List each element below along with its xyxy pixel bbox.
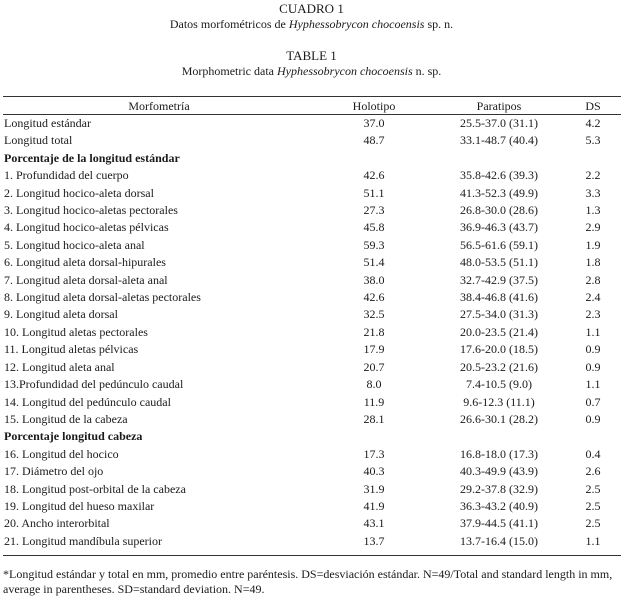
column-header-paratypes: Paratipos (476, 99, 522, 113)
ds-value: 1.1 (585, 533, 601, 548)
ds-value: 1.1 (585, 324, 601, 339)
paratypes-range: 20.0-23.5 (21.4) (460, 324, 538, 339)
holotype-value: 38.0 (363, 272, 385, 287)
holotype-value: 21.8 (363, 324, 385, 339)
spanish-title-prefix: Datos morfométricos de (169, 17, 289, 31)
holotype-value: 31.9 (363, 481, 385, 496)
measurement-label: 18. Longitud post-orbital de la cabeza (4, 481, 186, 496)
table-row (3, 237, 622, 254)
cuadro-label: CUADRO 1 (279, 1, 344, 16)
measurement-label: Longitud total (4, 133, 73, 148)
ds-value: 2.5 (585, 481, 601, 496)
paratypes-range: 13.7-16.4 (15.0) (460, 533, 538, 548)
table-row (3, 463, 622, 480)
paratypes-range: 27.5-34.0 (31.3) (460, 307, 538, 322)
holotype-value: 17.3 (363, 446, 385, 461)
section-heading: Porcentaje de la longitud estándar (4, 150, 180, 165)
measurement-label: 20. Ancho interorbital (4, 516, 110, 531)
measurement-label: 15. Longitud de la cabeza (4, 411, 128, 426)
table-row (3, 272, 622, 289)
ds-value: 0.4 (585, 446, 601, 461)
holotype-value: 45.8 (363, 220, 385, 235)
english-title-prefix: Morphometric data (181, 64, 277, 78)
ds-value: 1.8 (585, 255, 601, 270)
holotype-value: 41.9 (363, 498, 385, 513)
ds-value: 2.6 (585, 464, 601, 479)
paratypes-range: 26.6-30.1 (28.2) (460, 411, 538, 426)
measurement-label: Longitud estándar (4, 116, 91, 130)
ds-value: 2.9 (585, 220, 601, 235)
holotype-value: 32.5 (363, 307, 385, 322)
ds-value: 2.2 (585, 168, 601, 183)
table-row (3, 324, 622, 341)
table-row (3, 533, 622, 550)
holotype-value: 27.3 (363, 203, 385, 218)
column-header-ds: DS (585, 99, 601, 113)
measurement-label: 12. Longitud aleta anal (4, 359, 115, 374)
ds-value: 2.5 (585, 498, 601, 513)
paratypes-range: 36.3-43.2 (40.9) (460, 498, 538, 513)
ds-value: 0.9 (585, 359, 601, 374)
section-heading: Porcentaje longitud cabeza (4, 429, 143, 444)
table-label: TABLE 1 (286, 48, 337, 63)
measurement-label: 1. Profundidad del cuerpo (4, 168, 129, 183)
measurement-label: 10. Longitud aletas pectorales (4, 324, 148, 339)
ds-value: 1.3 (585, 203, 601, 218)
paratypes-range: 20.5-23.2 (21.6) (460, 359, 538, 374)
table-row (3, 481, 622, 498)
column-header-morphometry: Morfometría (128, 99, 190, 113)
ds-value: 1.1 (585, 377, 601, 392)
measurement-label: 8. Longitud aleta dorsal-aletas pectorales (4, 290, 201, 305)
ds-value: 3.3 (585, 185, 601, 200)
holotype-value: 59.3 (363, 237, 385, 252)
paratypes-range: 38.4-46.8 (41.6) (460, 290, 538, 305)
measurement-label: 14. Longitud del pedúnculo caudal (4, 394, 171, 409)
table-row (3, 341, 622, 358)
table-row (3, 115, 622, 132)
paratypes-range: 26.8-30.0 (28.6) (460, 203, 538, 218)
paratypes-range: 29.2-37.8 (32.9) (460, 481, 538, 496)
table-row (3, 185, 622, 202)
table-bottom-rule (3, 555, 621, 556)
table-row (3, 289, 622, 306)
measurement-label: 6. Longitud aleta dorsal-hipurales (4, 255, 166, 270)
table-row (3, 359, 622, 376)
holotype-value: 37.0 (363, 116, 385, 130)
ds-value: 5.3 (585, 133, 601, 148)
paratypes-range: 35.8-42.6 (39.3) (460, 168, 538, 183)
ds-value: 0.7 (585, 394, 601, 409)
table-row (3, 376, 622, 393)
table-row (3, 306, 622, 323)
measurement-label: 4. Longitud hocico-aletas pélvicas (4, 220, 169, 235)
spanish-species-name: Hyphessobrycon chocoensis (288, 17, 425, 31)
holotype-value: 11.9 (363, 394, 385, 409)
ds-value: 1.9 (585, 237, 601, 252)
measurement-label: 16. Longitud del hocico (4, 446, 119, 461)
measurement-label: 21. Longitud mandíbula superior (4, 533, 162, 548)
paratypes-range: 17.6-20.0 (18.5) (460, 342, 538, 357)
table-row (3, 394, 622, 411)
holotype-value: 43.1 (363, 516, 385, 531)
english-title (0, 64, 623, 78)
table-row (3, 411, 622, 428)
paratypes-range: 41.3-52.3 (49.9) (460, 185, 538, 200)
measurement-label: 9. Longitud aleta dorsal (4, 307, 118, 322)
ds-value: 2.8 (585, 272, 601, 287)
holotype-value: 17.9 (363, 342, 385, 357)
holotype-value: 51.4 (363, 255, 385, 270)
section-heading-row (3, 428, 622, 445)
measurement-label: 19. Longitud del hueso maxilar (4, 498, 155, 513)
english-title-suffix: n. sp. (412, 64, 442, 78)
measurement-label: 11. Longitud aletas pélvicas (4, 342, 139, 357)
paratypes-range: 40.3-49.9 (43.9) (460, 464, 538, 479)
ds-value: 2.3 (585, 307, 601, 322)
holotype-value: 42.6 (363, 290, 385, 305)
paratypes-range: 7.4-10.5 (9.0) (466, 377, 532, 392)
column-header-holotype: Holotipo (352, 99, 396, 113)
table-row (3, 132, 622, 149)
section-heading-row (3, 150, 622, 167)
paratypes-range: 48.0-53.5 (51.1) (460, 255, 538, 270)
paratypes-range: 33.1-48.7 (40.4) (460, 133, 538, 148)
ds-value: 2.5 (585, 516, 601, 531)
table-row (3, 498, 622, 515)
ds-value: 0.9 (585, 411, 601, 426)
ds-value: 4.2 (585, 116, 601, 130)
table-row (3, 202, 622, 219)
holotype-value: 51.1 (363, 185, 385, 200)
table-footnote: *Longitud estándar y total en mm, promedio entre paréntesis. DS=desviación estándar. N=49/Total and standard length in mm, average in parentheses. SD=standard deviation. N=49. (3, 567, 613, 596)
measurement-label: 3. Longitud hocico-aletas pectorales (4, 203, 178, 218)
table-row (3, 446, 622, 463)
holotype-value: 48.7 (363, 133, 385, 148)
table-body (3, 115, 622, 550)
paratypes-range: 36.9-46.3 (43.7) (460, 220, 538, 235)
paratypes-range: 56.5-61.6 (59.1) (460, 237, 538, 252)
ds-value: 2.4 (585, 290, 601, 305)
paratypes-range: 9.6-12.3 (11.1) (463, 394, 535, 409)
holotype-value: 28.1 (363, 411, 385, 426)
spanish-title-suffix: sp. n. (424, 17, 454, 31)
table-row (3, 515, 622, 532)
holotype-value: 40.3 (363, 464, 385, 479)
paratypes-range: 25.5-37.0 (31.1) (460, 116, 538, 130)
paratypes-range: 32.7-42.9 (37.5) (460, 272, 538, 287)
holotype-value: 8.0 (366, 377, 382, 392)
measurement-label: 7. Longitud aleta dorsal-aleta anal (4, 272, 168, 287)
table-header-row (3, 97, 622, 115)
paratypes-range: 37.9-44.5 (41.1) (460, 516, 538, 531)
measurement-label: 13.Profundidad del pedúnculo caudal (4, 377, 184, 392)
holotype-value: 13.7 (363, 533, 385, 548)
table-row (3, 219, 622, 236)
english-species-name: Hyphessobrycon chocoensis (277, 64, 413, 78)
holotype-value: 42.6 (363, 168, 385, 183)
measurement-label: 17. Diámetro del ojo (4, 464, 104, 479)
table-row (3, 254, 622, 271)
measurement-label: 5. Longitud hocico-aleta anal (4, 237, 145, 252)
paratypes-range: 16.8-18.0 (17.3) (460, 446, 538, 461)
measurement-label: 2. Longitud hocico-aleta dorsal (4, 185, 154, 200)
ds-value: 0.9 (585, 342, 601, 357)
spanish-title (0, 17, 623, 31)
holotype-value: 20.7 (363, 359, 385, 374)
table-row (3, 167, 622, 184)
morphometric-table (3, 97, 622, 550)
